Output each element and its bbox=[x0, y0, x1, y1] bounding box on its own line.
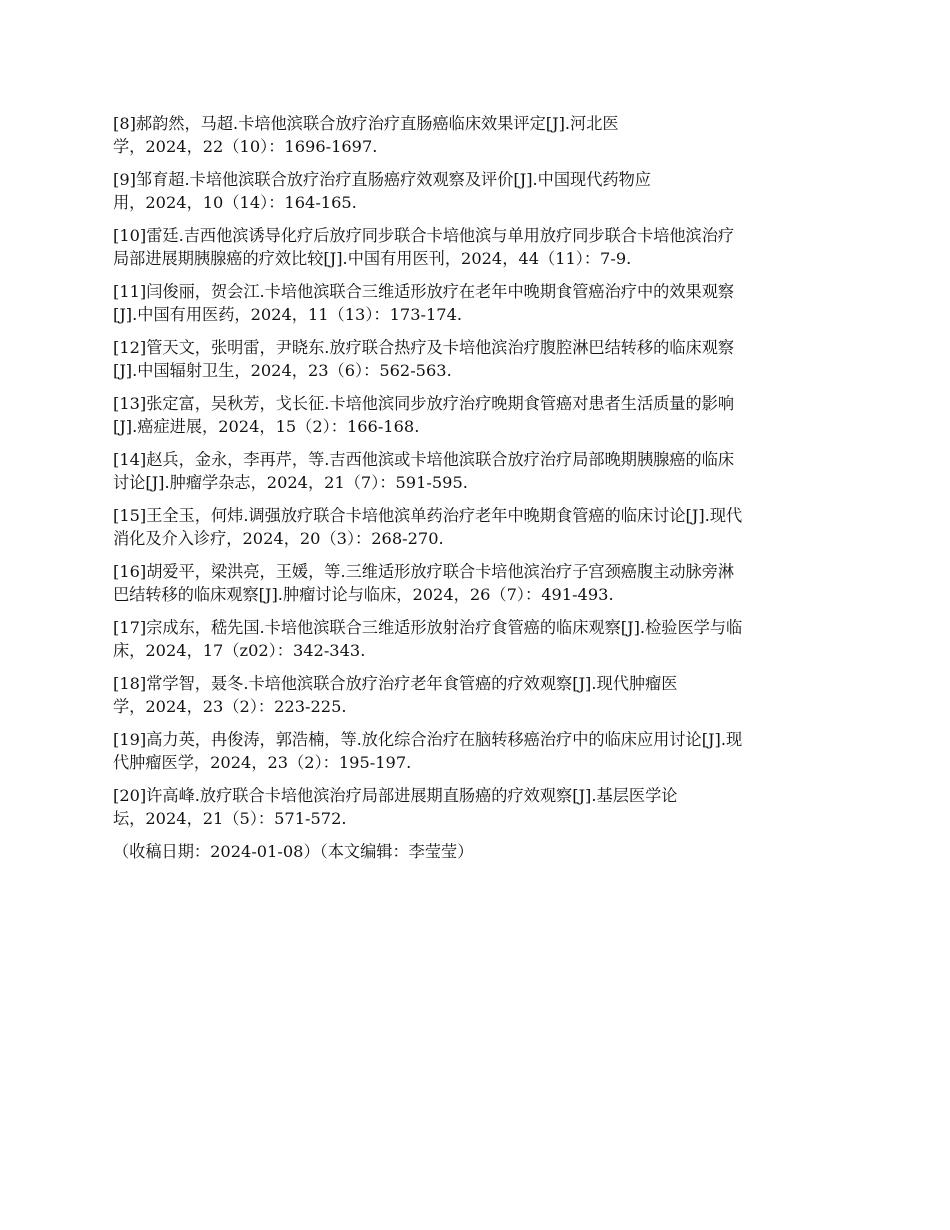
reference-item-10: [10]雷廷.吉西他滨诱导化疗后放疗同步联合卡培他滨与单用放疗同步联合卡培他滨治疗 局部进展期胰腺癌的疗效比较[J].中国有用医刊，2024，44（11）：7-9. bbox=[113, 226, 735, 268]
reference-item-19: [19]高力英，冉俊涛，郭浩楠，等.放化综合治疗在脑转移癌治疗中的临床应用讨论[J].现 代肿瘤医学，2024，23（2）：195-197. bbox=[113, 730, 743, 772]
reference-item-9: [9]邹育超.卡培他滨联合放疗治疗直肠癌疗效观察及评价[J].中国现代药物应 用，2024，10（14）：164-165. bbox=[113, 170, 651, 212]
reference-item-12: [12]管天文，张明雷，尹晓东.放疗联合热疗及卡培他滨治疗腹腔淋巴结转移的临床观察 [J].中国辐射卫生，2024，23（6）：562-563. bbox=[113, 338, 735, 380]
reference-item-13: [13]张定富，吴秋芳，戈长征.卡培他滨同步放疗治疗晚期食管癌对患者生活质量的影响 [J].癌症进展，2024，15（2）：166-168. bbox=[113, 394, 735, 436]
article-footer-note: （收稿日期：2024-01-08）（本文编辑：李莹莹） bbox=[113, 842, 474, 861]
reference-item-11: [11]闫俊丽，贺会江.卡培他滨联合三维适形放疗在老年中晚期食管癌治疗中的效果观察 [J].中国有用医药，2024，11（13）：173-174. bbox=[113, 282, 735, 324]
reference-item-16: [16]胡爱平，梁洪亮，王媛，等.三维适形放疗联合卡培他滨治疗子宫颈癌腹主动脉旁淋 巴结转移的临床观察[J].肿瘤讨论与临床，2024，26（7）：491-493. bbox=[113, 562, 735, 604]
reference-item-14: [14]赵兵，金永，李再芹，等.吉西他滨或卡培他滨联合放疗治疗局部晚期胰腺癌的临床 讨论[J].肿瘤学杂志，2024，21（7）：591-595. bbox=[113, 450, 735, 492]
reference-item-18: [18]常学智，聂冬.卡培他滨联合放疗治疗老年食管癌的疗效观察[J].现代肿瘤医 学，2024，23（2）：223-225. bbox=[113, 674, 678, 716]
reference-item-15: [15]王全玉，何炜.调强放疗联合卡培他滨单药治疗老年中晚期食管癌的临床讨论[J].现代 消化及介入诊疗，2024，20（3）：268-270. bbox=[113, 506, 743, 548]
reference-item-20: [20]许高峰.放疗联合卡培他滨治疗局部进展期直肠癌的疗效观察[J].基层医学论 坛，2024，21（5）：571-572. bbox=[113, 786, 678, 828]
reference-item-17: [17]宗成东，嵇先国.卡培他滨联合三维适形放射治疗食管癌的临床观察[J].检验医学与临 床，2024，17（z02）：342-343. bbox=[113, 618, 743, 660]
reference-item-8: [8]郝韵然，马超.卡培他滨联合放疗治疗直肠癌临床效果评定[J].河北医 学，2024，22（10）：1696-1697. bbox=[113, 114, 619, 156]
reference-list bbox=[113, 112, 828, 863]
